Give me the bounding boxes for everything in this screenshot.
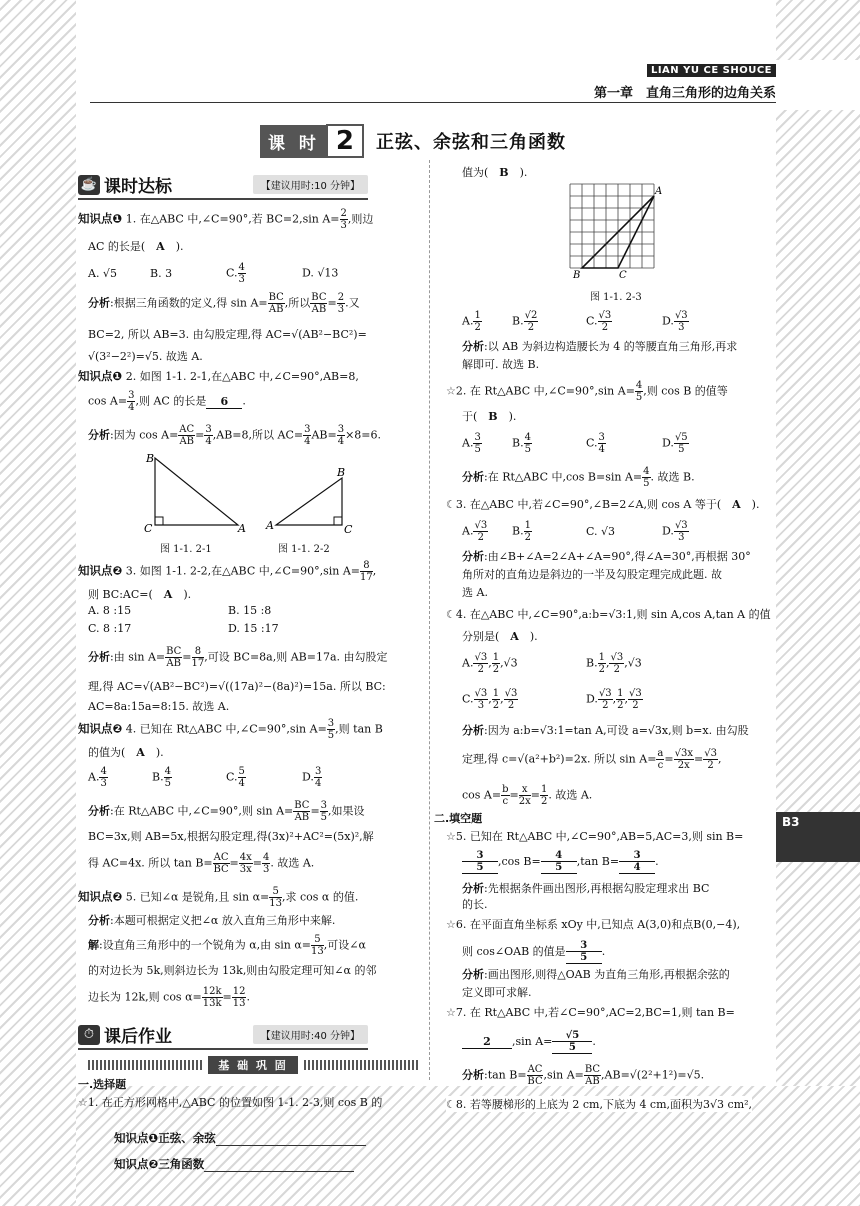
- q1-options: A. √5 B. 3 C. $\frac{4}{3}$ D. √13: [88, 262, 339, 285]
- r8-line1: ☾8. 若等腰梯形的上底为 2 cm,下底为 4 cm,面积为3√3 cm²,: [446, 1098, 753, 1111]
- r5-line1: ☆5. 已知在 Rt△ABC 中,∠C=90°,AB=5,AC=3,则 sin B=: [446, 830, 744, 843]
- section-title: 课后作业: [104, 1027, 172, 1047]
- figure-caption-1: 图 1-1. 2-1: [160, 544, 212, 555]
- q1-analysis-3: √(3²−2²)=√5. 故选 A.: [88, 350, 203, 363]
- section-header-classwork: [78, 172, 368, 197]
- chapter-title: 第一章 直角三角形的边角关系: [593, 86, 776, 101]
- q3-opt-d: D. 15 :17: [228, 622, 279, 635]
- r2-line2: 于( B ).: [462, 410, 517, 423]
- r7-line2: 2 ,sin A= $\frac{√5}{5}$ .: [462, 1030, 596, 1054]
- basics-banner: 基 础 巩 固: [88, 1057, 418, 1073]
- svg-text:A: A: [655, 186, 663, 197]
- q4-analysis-3: 得 AC=4x. 所以 tan B= $\frac{AC}{BC}$ = $\frac{4x}{3x}$ = $\frac{4}{3}$ . 故选 A.: [88, 852, 315, 875]
- q5-analysis: 分析:本题可根据定义把∠α 放入直角三角形中来解.: [88, 914, 336, 927]
- svg-text:C: C: [344, 523, 353, 536]
- star-icon: ☆: [446, 1006, 456, 1019]
- q2-line1: 知识点❶ 2. 如图 1-1. 2-1,在△ABC 中,∠C=90°,AB=8,: [78, 369, 359, 383]
- r3-line1: ☾3. 在△ABC 中,若∠C=90°,∠B=2∠A,则 cos A 等于( A ).: [446, 498, 760, 511]
- q3-analysis-2: 理,得 AC=√(AB²−BC²)=√((17a)²−(8a)²)=15a. 所以 BC:: [88, 680, 386, 693]
- r1-analysis-2: 解即可. 故选 B.: [462, 358, 540, 371]
- svg-text:B: B: [573, 270, 581, 280]
- r2-analysis: 分析:在 Rt△ABC 中,cos B=sin A= $\frac{4}{5}$ . 故选 B.: [462, 466, 695, 489]
- r4-opt-ab: A. $\frac{√3}{2}$ , $\frac{1}{2}$ ,√3 B. $\frac{1}{2}$ , $\frac{√3}{2}$ ,√3: [462, 652, 642, 675]
- star-icon: ☆: [78, 1096, 88, 1109]
- q5-solution-3: 边长为 12k,则 cos α= $\frac{12k}{13k}$ = $\frac{12}{13}$ .: [88, 986, 250, 1009]
- right-stripe: [776, 110, 860, 1206]
- q4-analysis-2: BC=3x,则 AB=5x,根据勾股定理,得(3x)²+AC²=(5x)²,解: [88, 830, 374, 843]
- star-icon: ☆: [446, 830, 456, 843]
- section-rule: [78, 1048, 368, 1050]
- page-tab-label: B3: [782, 815, 800, 829]
- q1-line1: 知识点❶ 1. 在△ABC 中,∠C=90°,若 BC=2,sin A= $\frac{2}{3}$ ,则边: [78, 208, 374, 231]
- moon-icon: ☾: [446, 1098, 456, 1111]
- r7-analysis: 分析:tan B= $\frac{AC}{BC}$ ,sin A= $\frac{BC}{AB}$ ,AB=√(2²+1²)=√5.: [462, 1064, 705, 1087]
- r4-analysis-2: 定理,得 c=√(a²+b²)=2x. 所以 sin A= $\frac{a}{c}$ = $\frac{√3x}{2x}$ = $\frac{√3}{2}$ ,: [462, 748, 722, 771]
- figure-1-1-2-1: [140, 450, 250, 536]
- lesson-tag: 课 时: [260, 125, 328, 158]
- r1-options: A. $\frac{1}{2}$ B. $\frac{√2}{2}$ C. $\frac{√3}{2}$ D. $\frac{√3}{3}$: [462, 310, 688, 333]
- r1-analysis-1: 分析:以 AB 为斜边构造腰长为 4 的等腰直角三角形,再求: [462, 340, 738, 353]
- r5-analysis-1: 分析:先根据条件画出图形,再根据勾股定理求出 BC: [462, 882, 710, 895]
- r3-analysis-3: 选 A.: [462, 586, 488, 599]
- q4-line2: 的值为( A ).: [88, 746, 164, 759]
- lesson-number: 2: [326, 124, 364, 158]
- svg-text:A: A: [266, 519, 274, 532]
- q3-analysis-1: 分析:由 sin A= $\frac{BC}{AB}$ = $\frac{8}{17}$ ,可设 BC=8a,则 AB=17a. 由勾股定: [88, 646, 388, 669]
- r4-opt-cd: C. $\frac{√3}{3}$ , $\frac{1}{2}$ , $\frac{√3}{2}$ D. $\frac{√3}{2}$ , $\frac{1}{2}$ , $\frac{√3}{2}$: [462, 688, 642, 711]
- q5-solution-1: 解:设直角三角形中的一个锐角为 α,由 sin α= $\frac{5}{13}$ ,可设∠α: [88, 934, 366, 957]
- section-rule: [78, 198, 368, 200]
- q1-analysis-2: BC=2, 所以 AB=3. 由勾股定理,得 AC=√(AB²−BC²)=: [88, 328, 367, 341]
- r6-analysis-1: 分析:画出图形,则得△OAB 为直角三角形,再根据余弦的: [462, 968, 730, 981]
- r6-line1: ☆6. 在平面直角坐标系 xOy 中,已知点 A(3,0)和点B(0,−4),: [446, 918, 741, 931]
- r4-analysis-3: cos A= $\frac{b}{c}$ = $\frac{x}{2x}$ = $\frac{1}{2}$ . 故选 A.: [462, 784, 593, 807]
- r4-line1: ☾4. 在△ABC 中,∠C=90°,a:b=√3:1,则 sin A,cos A,tan A 的值: [446, 608, 771, 621]
- footer-kp1: 知识点❶正弦、余弦: [114, 1130, 366, 1146]
- choice-heading: 一.选择题: [78, 1078, 127, 1091]
- svg-text:C: C: [144, 522, 153, 535]
- figure-caption-3: 图 1-1. 2-3: [590, 292, 642, 303]
- svg-text:B: B: [146, 452, 155, 465]
- q4-line1: 知识点❷ 4. 已知在 Rt△ABC 中,∠C=90°,sin A= $\frac{3}{5}$ ,则 tan B: [78, 718, 383, 741]
- r4-line2: 分别是( A ).: [462, 630, 538, 643]
- header-rule: [90, 102, 776, 103]
- q3-opt-b: B. 15 :8: [228, 604, 272, 617]
- star-icon: ☆: [446, 384, 456, 398]
- section-header-homework: [78, 1022, 368, 1047]
- svg-text:A: A: [238, 522, 246, 535]
- r6-analysis-2: 定义即可求解.: [462, 986, 532, 999]
- q4-analysis-1: 分析:在 Rt△ABC 中,∠C=90°,则 sin A= $\frac{BC}{AB}$ = $\frac{3}{5}$ ,如果设: [88, 800, 365, 823]
- section-title: 课时达标: [104, 177, 172, 197]
- star-icon: ☆: [446, 918, 456, 931]
- q3-line2: 则 BC:AC=( A ).: [88, 588, 192, 601]
- r5-analysis-2: 的长.: [462, 898, 488, 911]
- figure-1-1-2-2: [262, 466, 357, 536]
- figure-caption-2: 图 1-1. 2-2: [278, 544, 330, 555]
- q3-opt-c: C. 8 :17: [88, 622, 132, 635]
- r2-options: A. $\frac{3}{5}$ B. $\frac{4}{5}$ C. $\frac{3}{4}$ D. $\frac{√5}{5}$: [462, 432, 688, 455]
- q3-line1: 知识点❷ 3. 如图 1-1. 2-2,在△ABC 中,∠C=90°,sin A= $\frac{8}{17}$ ,: [78, 560, 377, 583]
- q5-solution-2: 的对边长为 5k,则斜边长为 13k,则由勾股定理可知∠α 的邻: [88, 964, 377, 977]
- r3-analysis-2: 角所对的直角边是斜边的一半及勾股定理完成此题. 故: [462, 568, 722, 581]
- column-divider: [429, 160, 430, 1080]
- r4-analysis-1: 分析:因为 a:b=√3:1=tan A,可设 a=√3x,则 b=x. 由勾股: [462, 724, 749, 737]
- r1-line0: 值为( B ).: [462, 166, 528, 179]
- q1-line2: AC 的长是( A ).: [88, 240, 184, 253]
- r3-options: A. $\frac{√3}{2}$ B. $\frac{1}{2}$ C. √3 D. $\frac{√3}{3}$: [462, 520, 688, 543]
- section-time: 【建议用时:40 分钟】: [253, 1025, 368, 1044]
- lesson-title: 正弦、余弦和三角函数: [376, 132, 567, 153]
- q3-opt-a: A. 8 :15: [88, 604, 132, 617]
- lesson-header: [260, 124, 566, 158]
- svg-text:C: C: [619, 270, 627, 280]
- r5-line2: $\frac{3}{5}$ ,cos B= $\frac{4}{5}$ ,tan B= $\frac{3}{4}$ .: [462, 850, 659, 874]
- q4-options: A. $\frac{4}{3}$ B. $\frac{4}{5}$ C. $\frac{5}{4}$ D. $\frac{3}{4}$: [88, 766, 322, 789]
- header-tag: LIAN YU CE SHOUCE: [647, 64, 776, 77]
- r2-line1: ☆2. 在 Rt△ABC 中,∠C=90°,sin A= $\frac{4}{5}$ ,则 cos B 的值等: [446, 380, 728, 403]
- clock-icon: ⏱: [78, 1025, 100, 1045]
- section-time: 【建议用时:10 分钟】: [253, 175, 368, 194]
- footer-kp2: 知识点❷三角函数: [114, 1156, 354, 1172]
- left-stripe: [0, 0, 76, 1206]
- fill-heading: 二.填空题: [434, 812, 483, 825]
- moon-icon: ☾: [446, 498, 456, 511]
- figure-1-1-2-3-grid: [564, 180, 674, 280]
- moon-icon: ☾: [446, 608, 456, 621]
- svg-text:B: B: [337, 466, 346, 479]
- q2-analysis: 分析:因为 cos A= $\frac{AC}{AB}$ = $\frac{3}{4}$ ,AB=8,所以 AC= $\frac{3}{4}$ AB= $\frac{3}{4}$ ×8=6.: [88, 424, 382, 447]
- hw-q1: ☆1. 在正方形网格中,△ABC 的位置如图 1-1. 2-3,则 cos B 的: [78, 1096, 383, 1109]
- q1-analysis-1: 分析:根据三角函数的定义,得 sin A= $\frac{BC}{AB}$ ,所以 $\frac{BC}{AB}$ = $\frac{2}{3}$ .又: [88, 292, 360, 315]
- q2-line2: cos A= $\frac{3}{4}$ ,则 AC 的长是 6 .: [88, 390, 246, 413]
- r3-analysis-1: 分析:由∠B+∠A=2∠A+∠A=90°,得∠A=30°,再根据 30°: [462, 550, 751, 563]
- cup-icon: ☕: [78, 175, 100, 195]
- q3-analysis-3: AC=8a:15a=8:15. 故选 A.: [88, 700, 230, 713]
- q5-line1: 知识点❷ 5. 已知∠α 是锐角,且 sin α= $\frac{5}{13}$ ,求 cos α 的值.: [78, 886, 359, 909]
- r6-line2: 则 cos∠OAB 的值是 $\frac{3}{5}$ .: [462, 940, 606, 963]
- r7-line1: ☆7. 在 Rt△ABC 中,若∠C=90°,AC=2,BC=1,则 tan B=: [446, 1006, 735, 1019]
